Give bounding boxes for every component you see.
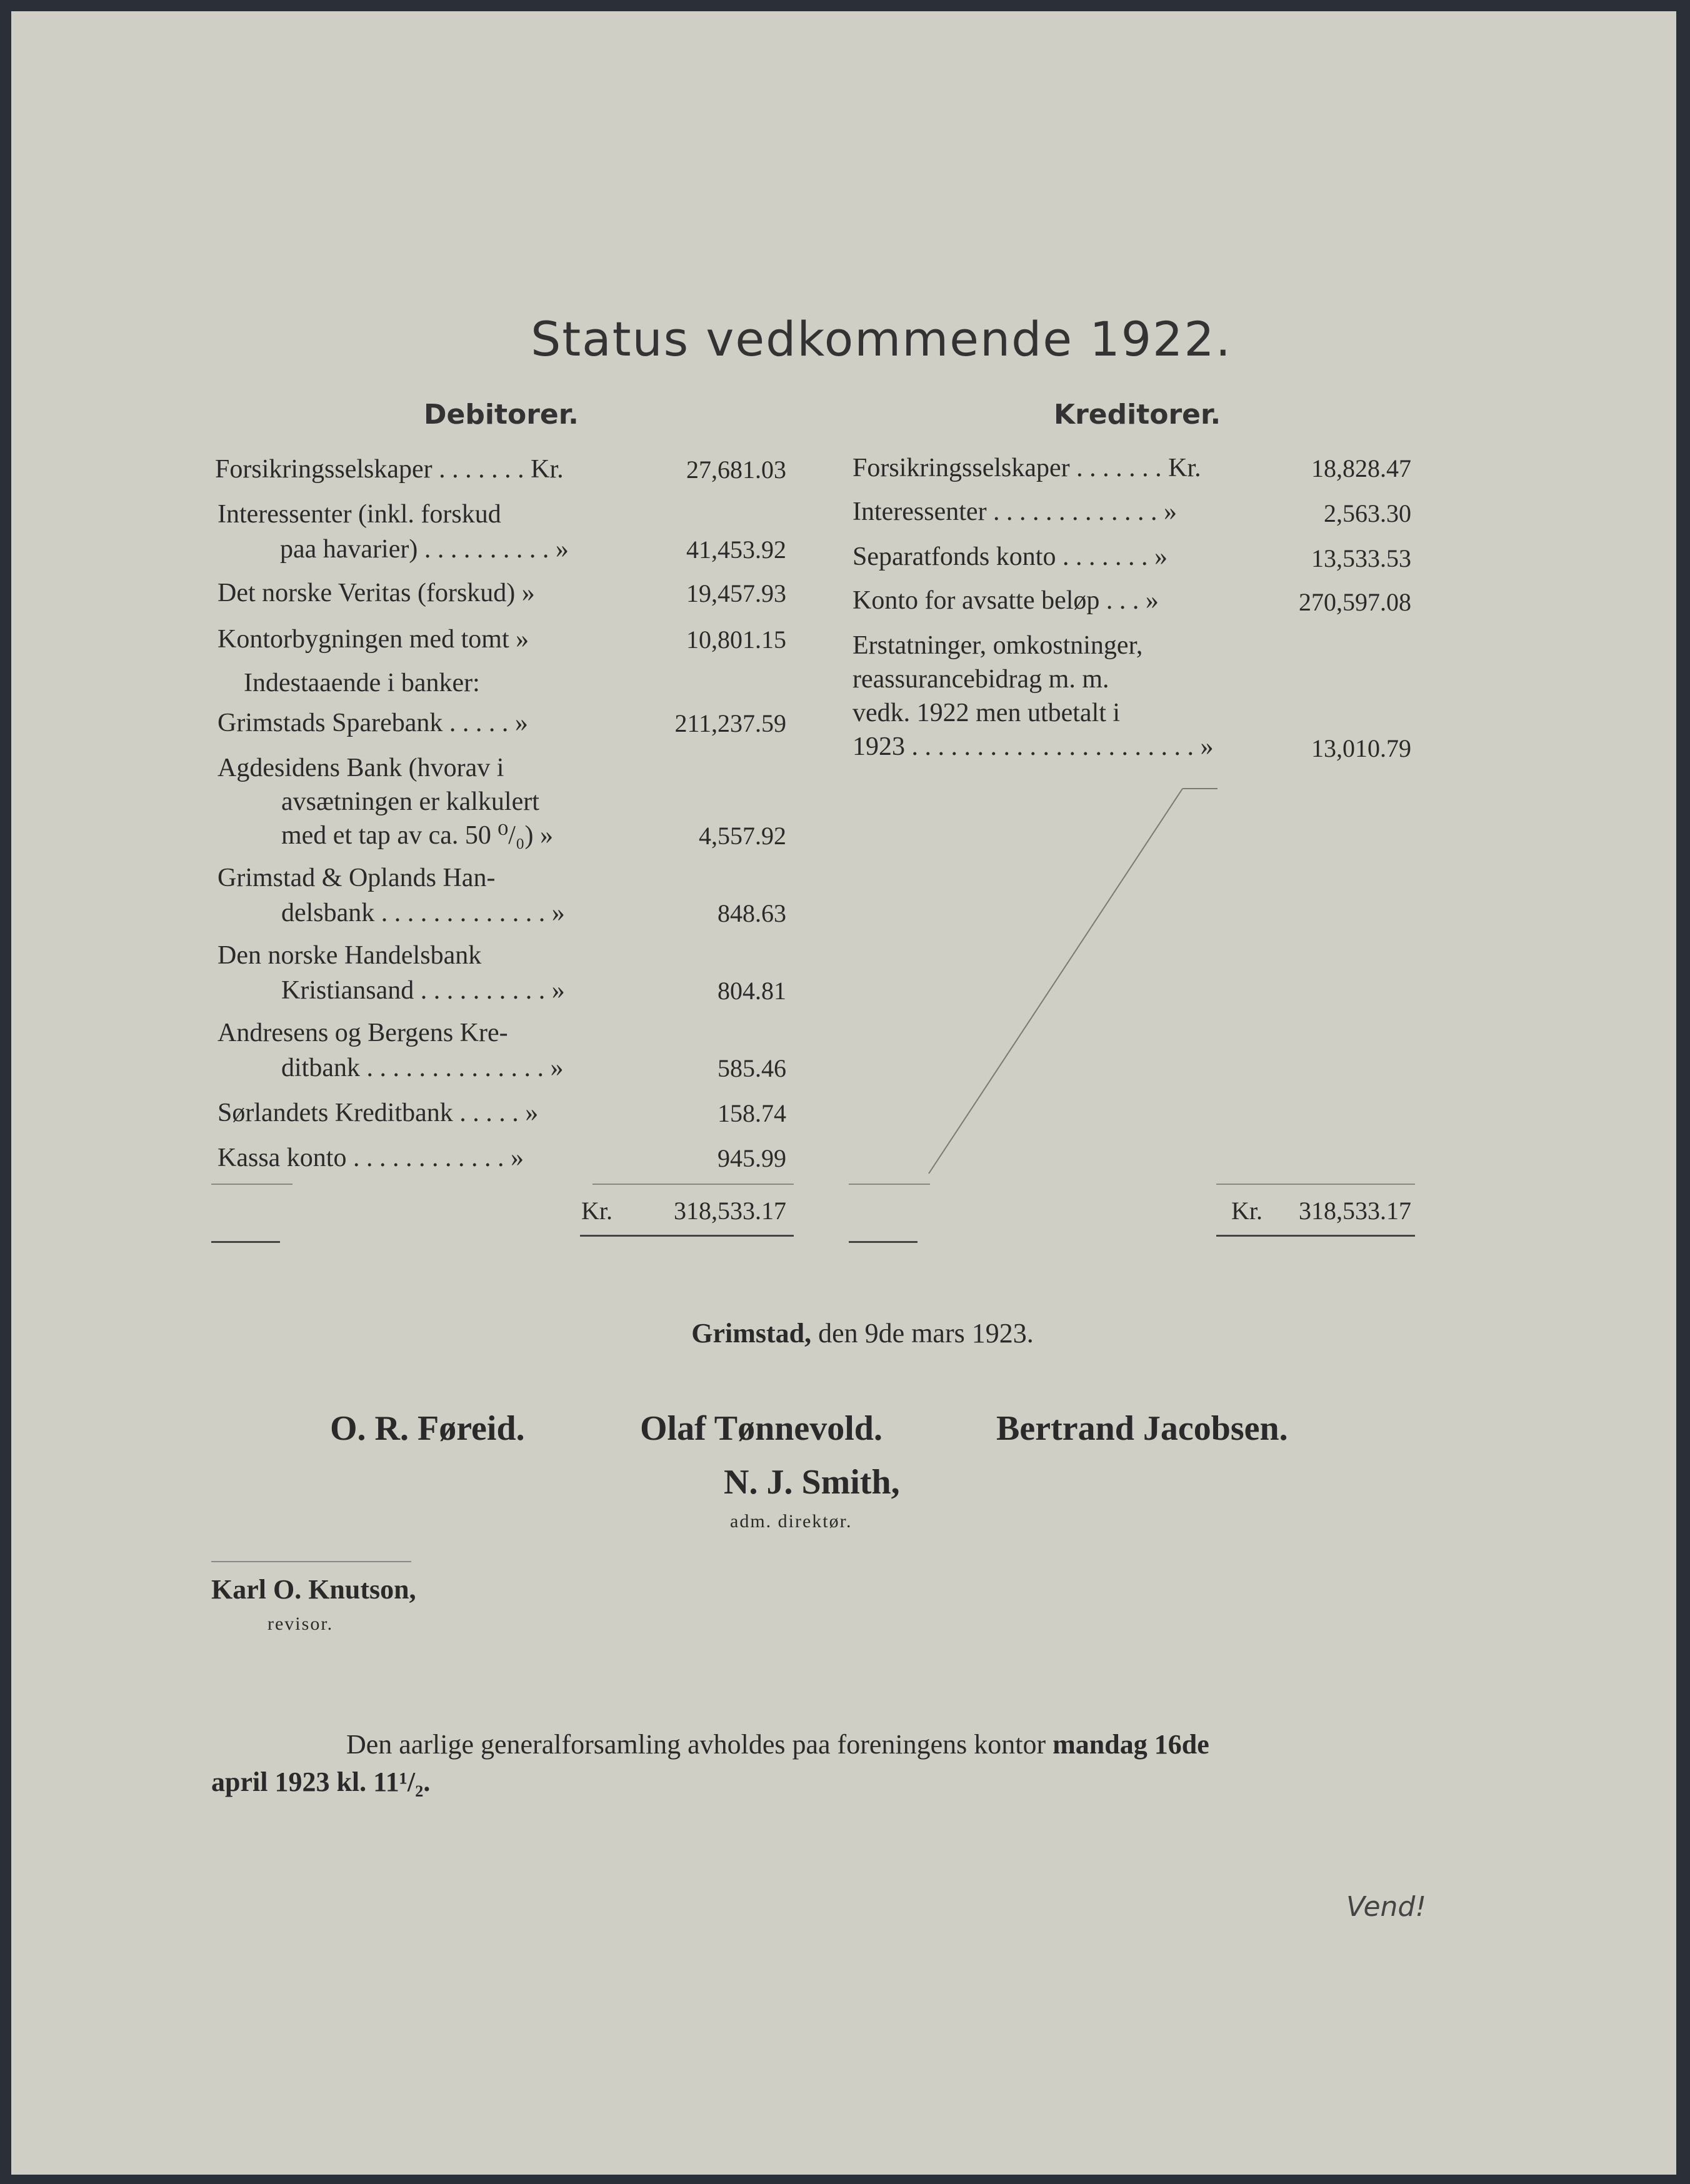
- debit-row-2-amount: 41,453.92: [686, 536, 786, 564]
- debit-row-4-label: Kontorbygningen med tomt »: [218, 625, 529, 654]
- credit-row-4-amount: 270,597.08: [1299, 588, 1411, 616]
- auditor-signature-line: [211, 1561, 411, 1562]
- debit-row-12-amount: 945.99: [718, 1144, 786, 1172]
- credit-row-1-amount: 18,828.47: [1311, 454, 1411, 482]
- cancellation-stroke: [11, 11, 1676, 2175]
- credit-row-2-label: Interessenter . . . . . . . . . . . . . »: [852, 497, 1178, 526]
- debit-row-3-amount: 19,457.93: [686, 579, 786, 607]
- debit-row-8-label: Grimstad & Oplands Han-: [218, 864, 496, 892]
- signature-tonnevold: Olaf Tønnevold.: [640, 1409, 882, 1448]
- credit-row-5-label-cont: reassurancebidrag m. m.: [852, 665, 1109, 694]
- credit-total-stub: [849, 1241, 918, 1243]
- credit-row-5-label: Erstatninger, omkostninger,: [852, 631, 1143, 660]
- credit-row-5-label-cont3: 1923 . . . . . . . . . . . . . . . . . . . . . . »: [852, 732, 1214, 761]
- credit-row-4-label: Konto for avsatte beløp . . . »: [852, 586, 1159, 615]
- credit-row-5-amount: 13,010.79: [1311, 734, 1411, 762]
- debit-row-10-label-cont: ditbank . . . . . . . . . . . . . . »: [281, 1054, 564, 1082]
- debit-row-7-label-cont: avsætningen er kalkulert: [281, 787, 539, 816]
- credit-total-amount: 318,533.17: [1299, 1197, 1411, 1225]
- debit-row-9-amount: 804.81: [718, 977, 786, 1005]
- debit-row-8-amount: 848.63: [718, 899, 786, 927]
- place-name: Grimstad,: [691, 1318, 812, 1349]
- debit-row-2-label-cont: paa havarier) . . . . . . . . . . »: [280, 535, 569, 564]
- debit-row-4-amount: 10,801.15: [686, 626, 786, 654]
- debit-row-6-label: Grimstads Sparebank . . . . . »: [218, 709, 528, 737]
- debit-row-12-label: Kassa konto . . . . . . . . . . . . »: [218, 1144, 524, 1172]
- debit-subheading-banks: Indestaaende i banker:: [244, 669, 480, 697]
- signature-foreid: O. R. Føreid.: [330, 1409, 525, 1448]
- document-page: [11, 11, 1676, 2175]
- debit-row-10-amount: 585.46: [718, 1054, 786, 1082]
- debit-heading: Debitorer.: [424, 399, 579, 431]
- smith-role: adm. direktør.: [730, 1511, 852, 1532]
- signature-smith: N. J. Smith,: [724, 1463, 900, 1502]
- debit-row-1-label: Forsikringsselskaper . . . . . . . Kr.: [215, 455, 564, 484]
- credit-total-underline: [1216, 1235, 1415, 1237]
- notice-line-1: [346, 1728, 1209, 1760]
- debit-row-2-label: Interessenter (inkl. forskud: [218, 500, 501, 529]
- debit-row-9-label-cont: Kristiansand . . . . . . . . . . »: [281, 976, 565, 1005]
- debit-total-amount: 318,533.17: [674, 1197, 786, 1225]
- debit-total-label: Kr.: [581, 1197, 612, 1225]
- debit-row-6-amount: 211,237.59: [674, 709, 786, 737]
- credit-sum-rule: [1216, 1184, 1415, 1185]
- credit-row-2-amount: 2,563.30: [1324, 499, 1411, 527]
- page-title: Status vedkommende 1922.: [531, 311, 1232, 367]
- debit-row-7-amount: 4,557.92: [699, 822, 786, 850]
- credit-row-1-label: Forsikringsselskaper . . . . . . . Kr.: [852, 454, 1201, 482]
- debit-row-7-label: Agdesidens Bank (hvorav i: [218, 754, 504, 782]
- debit-row-9-label: Den norske Handelsbank: [218, 941, 482, 970]
- debit-row-3-label: Det norske Veritas (forskud) »: [218, 579, 535, 607]
- debit-row-8-label-cont: delsbank . . . . . . . . . . . . . »: [281, 899, 565, 927]
- notice-text: Den aarlige generalforsamling avholdes paa foreningens kontor: [346, 1729, 1046, 1760]
- credit-blank-rule: [849, 1184, 930, 1185]
- credit-row-3-label: Separatfonds konto . . . . . . . »: [852, 542, 1168, 571]
- vend-note: Vend!: [1346, 1891, 1426, 1923]
- signature-jacobsen: Bertrand Jacobsen.: [996, 1409, 1288, 1448]
- debit-row-1-amount: 27,681.03: [686, 456, 786, 484]
- signature-knutson: Karl O. Knutson,: [211, 1574, 416, 1605]
- credit-heading: Kreditorer.: [1054, 399, 1221, 431]
- credit-total-label: Kr.: [1231, 1197, 1262, 1225]
- date-text: den 9de mars 1923.: [818, 1318, 1034, 1349]
- credit-row-3-amount: 13,533.53: [1311, 544, 1411, 572]
- debit-row-11-amount: 158.74: [718, 1099, 786, 1127]
- notice-line-2: april 1923 kl. 11¹/₂.: [211, 1767, 431, 1797]
- credit-row-5-label-cont2: vedk. 1922 men utbetalt i: [852, 699, 1121, 727]
- knutson-role: revisor.: [268, 1613, 334, 1634]
- debit-row-11-label: Sørlandets Kreditbank . . . . . »: [218, 1099, 539, 1127]
- notice-date-bold: mandag 16de: [1052, 1729, 1209, 1760]
- debit-row-10-label: Andresens og Bergens Kre-: [218, 1019, 508, 1047]
- place-date: [11, 1317, 1676, 1349]
- debit-row-7-label-cont2: med et tap av ca. 50 ⁰/₀) »: [281, 821, 553, 850]
